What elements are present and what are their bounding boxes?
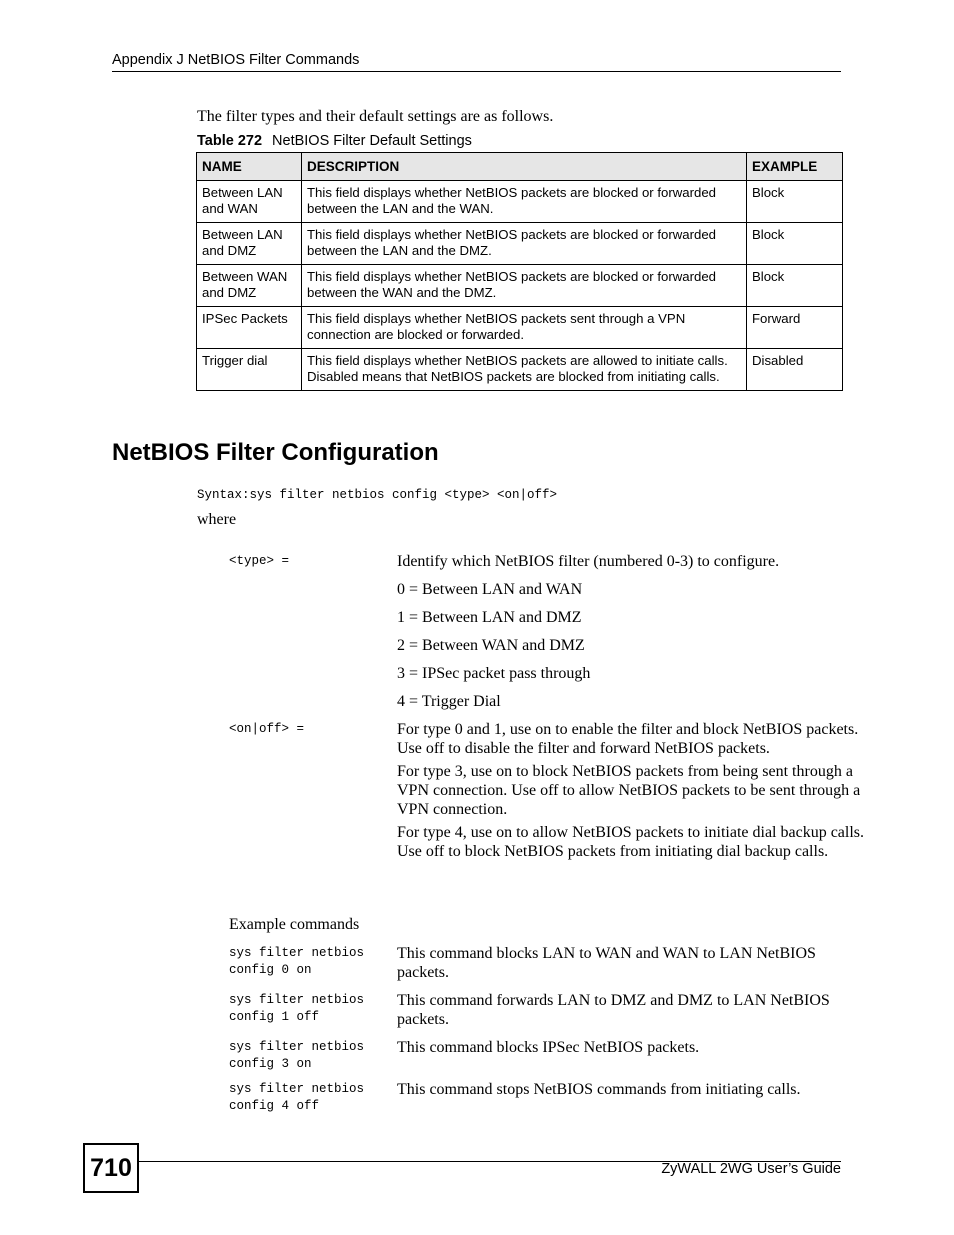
section-title: NetBIOS Filter Configuration: [112, 439, 439, 466]
example-command: sys filter netbios config 4 off: [229, 1082, 365, 1113]
cell-name: IPSec Packets: [197, 307, 302, 349]
syntax-line: Syntax:sys filter netbios config <type> <on|off>: [197, 488, 558, 502]
intro-paragraph: The filter types and their default settings are as follows.: [197, 108, 554, 125]
footer-guide-title: ZyWALL 2WG User’s Guide: [661, 1161, 841, 1177]
example-commands-label: Example commands: [229, 916, 360, 933]
example-description: This command forwards LAN to DMZ and DMZ to LAN NetBIOS packets.: [397, 992, 830, 1028]
netbios-default-settings-table: [196, 152, 843, 391]
example-command: sys filter netbios config 0 on: [229, 946, 365, 977]
table-row: [197, 307, 843, 349]
table-row: [197, 349, 843, 391]
cell-description: This field displays whether NetBIOS packets sent through a VPN connection are blocked or forwarded.: [302, 307, 747, 349]
cell-description: This field displays whether NetBIOS packets are blocked or forwarded between the LAN and the DMZ.: [302, 223, 747, 265]
column-header-description: DESCRIPTION: [302, 153, 747, 181]
param-type-line: 3 = IPSec packet pass through: [397, 665, 591, 682]
param-onoff-paragraph: For type 4, use on to allow NetBIOS packets to initiate dial backup calls. Use off to block NetBIOS packets from initiating dial backup calls.: [397, 824, 865, 860]
cell-example: Disabled: [747, 349, 843, 391]
param-onoff-paragraph: For type 0 and 1, use on to enable the filter and block NetBIOS packets. Use off to disable the filter and forward NetBIOS packets.: [397, 721, 859, 757]
table-row: [197, 181, 843, 223]
table-header-row: [197, 153, 843, 181]
running-header: Appendix J NetBIOS Filter Commands: [112, 52, 360, 68]
column-header-name: NAME: [197, 153, 302, 181]
cell-description: This field displays whether NetBIOS packets are blocked or forwarded between the WAN and the DMZ.: [302, 265, 747, 307]
cell-example: Block: [747, 181, 843, 223]
cell-description: This field displays whether NetBIOS packets are blocked or forwarded between the LAN and the WAN.: [302, 181, 747, 223]
param-onoff-name: <on|off> =: [229, 722, 305, 736]
header-rule: [112, 71, 841, 72]
table-caption-title: NetBIOS Filter Default Settings: [272, 133, 472, 149]
column-header-example: EXAMPLE: [747, 153, 843, 181]
example-description: This command blocks IPSec NetBIOS packets.: [397, 1039, 700, 1056]
cell-name: Trigger dial: [197, 349, 302, 391]
param-type-name: <type> =: [229, 554, 290, 568]
param-type-line: 4 = Trigger Dial: [397, 693, 501, 710]
example-command: sys filter netbios config 3 on: [229, 1040, 365, 1071]
param-type-line: 2 = Between WAN and DMZ: [397, 637, 585, 654]
param-type-line: Identify which NetBIOS filter (numbered 0-3) to configure.: [397, 553, 780, 570]
table-caption-number: Table 272: [197, 133, 263, 149]
cell-name: Between WAN and DMZ: [197, 265, 302, 307]
example-description: This command stops NetBIOS commands from initiating calls.: [397, 1081, 801, 1098]
param-type-line: 1 = Between LAN and DMZ: [397, 609, 582, 626]
table-row: [197, 265, 843, 307]
param-type-line: 0 = Between LAN and WAN: [397, 581, 583, 598]
example-command: sys filter netbios config 1 off: [229, 993, 365, 1024]
cell-example: Block: [747, 265, 843, 307]
page-number: 710: [83, 1143, 139, 1193]
table-caption: [197, 133, 472, 149]
cell-name: Between LAN and WAN: [197, 181, 302, 223]
cell-name: Between LAN and DMZ: [197, 223, 302, 265]
cell-description: This field displays whether NetBIOS packets are allowed to initiate calls. Disabled means that NetBIOS packets are blocked from initiating calls.: [302, 349, 747, 391]
param-onoff-paragraph: For type 3, use on to block NetBIOS packets from being sent through a VPN connection. Use off to allow NetBIOS packets to be sent through a VPN connection.: [397, 763, 861, 818]
where-label: where: [197, 511, 237, 528]
cell-example: Forward: [747, 307, 843, 349]
example-description: This command blocks LAN to WAN and WAN to LAN NetBIOS packets.: [397, 945, 816, 981]
cell-example: Block: [747, 223, 843, 265]
table-row: [197, 223, 843, 265]
